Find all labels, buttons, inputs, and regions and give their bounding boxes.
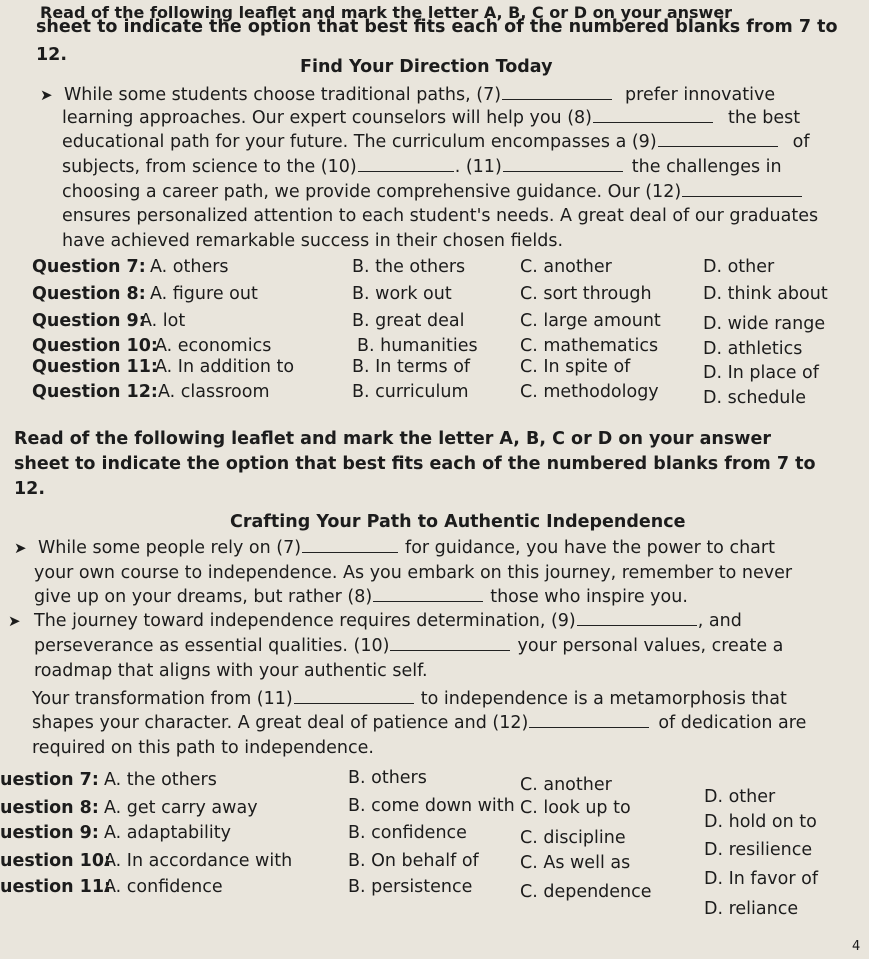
leaflet-2-p3-line-2: shapes your character. A great deal of patience and (12) of dedication are <box>32 713 807 733</box>
option-c: C. another <box>520 775 612 795</box>
option-b: B. In terms of <box>352 357 471 377</box>
option-c: C. As well as <box>520 853 631 873</box>
bullet-arrow-icon: ➤ <box>8 612 21 630</box>
instruction-2-line-1: Read of the following leaflet and mark the letter A, B, C or D on your answer <box>14 429 771 449</box>
question-label: uestion 8: <box>0 798 99 818</box>
option-d: D. resilience <box>704 840 813 860</box>
leaflet-1-line-7: have achieved remarkable success in their chosen fields. <box>62 231 564 251</box>
leaflet-1-title: Find Your Direction Today <box>300 57 553 77</box>
leaflet-2-p2-line-2: perseverance as essential qualities. (10) your personal values, create a <box>34 636 784 656</box>
leaflet-1-line-6: ensures personalized attention to each student's needs. A great deal of our graduates <box>62 206 819 226</box>
leaflet-2-p3-line-1: Your transformation from (11) to independence is a metamorphosis that <box>32 689 787 709</box>
leaflet-2-title: Crafting Your Path to Authentic Independence <box>230 512 686 532</box>
leaflet-2-p1-line-3: give up on your dreams, but rather (8) those who inspire you. <box>34 587 688 607</box>
option-a: A. the others <box>104 770 217 790</box>
instruction-2-line-3: 12. <box>14 479 46 499</box>
question-label: uestion 9: <box>0 823 99 843</box>
page-number: 4 <box>852 939 861 954</box>
leaflet-2-p3-line-3: required on this path to independence. <box>32 738 374 758</box>
option-b: B. persistence <box>348 877 473 897</box>
option-c: C. sort through <box>520 284 652 304</box>
option-d: D. reliance <box>704 899 799 919</box>
option-d: D. athletics <box>703 339 803 359</box>
option-d: D. In favor of <box>704 869 818 889</box>
instruction-line-3: 12. <box>36 45 68 65</box>
option-a: A. figure out <box>150 284 258 304</box>
option-d: D. In place of <box>703 363 819 383</box>
option-c: C. methodology <box>520 382 659 402</box>
question-label: uestion 11: <box>0 877 112 897</box>
leaflet-1-line-5: choosing a career path, we provide comprehensive guidance. Our (12) <box>62 181 803 203</box>
leaflet-1-line-4: subjects, from science to the (10) . (11) the challenges in <box>62 157 782 177</box>
bullet-arrow-icon: ➤ <box>14 539 27 557</box>
option-d: D. hold on to <box>704 812 817 832</box>
question-label: Question 10: <box>32 336 158 356</box>
instruction-line-1: Read of the following leaflet and mark the letter A, B, C or D on your answer <box>40 3 733 22</box>
option-b: B. curriculum <box>352 382 469 402</box>
option-c: C. another <box>520 257 612 277</box>
option-b: B. On behalf of <box>348 851 479 871</box>
option-a: A. get carry away <box>104 798 258 818</box>
question-label: Question 11: <box>32 357 158 377</box>
option-c: C. discipline <box>520 828 626 848</box>
option-a: A. economics <box>155 336 272 356</box>
option-d: D. other <box>703 257 775 277</box>
option-a: A. confidence <box>104 877 223 897</box>
option-b: B. others <box>348 768 427 788</box>
leaflet-1-line-3: educational path for your future. The curriculum encompasses a (9) of <box>62 132 810 152</box>
option-a: A. lot <box>140 311 186 331</box>
option-a: A. classroom <box>158 382 270 402</box>
option-d: D. other <box>704 787 776 807</box>
option-c: C. look up to <box>520 798 631 818</box>
option-c: C. large amount <box>520 311 661 331</box>
option-d: D. wide range <box>703 314 826 334</box>
option-d: D. schedule <box>703 388 807 408</box>
question-label: uestion 10: <box>0 851 112 871</box>
option-a: A. others <box>150 257 229 277</box>
instruction-line-2: sheet to indicate the option that best fits each of the numbered blanks from 7 to <box>36 17 838 37</box>
question-label: Question 8: <box>32 284 146 304</box>
question-label: Question 9: <box>32 311 146 331</box>
option-a: A. In addition to <box>155 357 295 377</box>
option-c: C. mathematics <box>520 336 659 356</box>
option-b: B. come down with <box>348 796 515 816</box>
leaflet-1-line-2: learning approaches. Our expert counselors will help you (8) the best <box>62 108 801 128</box>
leaflet-2-p1-line-1: While some people rely on (7) for guidance, you have the power to chart <box>38 538 775 558</box>
bullet-arrow-icon: ➤ <box>40 86 53 104</box>
question-label: Question 12: <box>32 382 158 402</box>
leaflet-2-p2-line-3: roadmap that aligns with your authentic self. <box>34 661 428 681</box>
option-c: C. In spite of <box>520 357 631 377</box>
option-b: B. the others <box>352 257 466 277</box>
option-d: D. think about <box>703 284 828 304</box>
option-b: B. great deal <box>352 311 465 331</box>
instruction-2-line-2: sheet to indicate the option that best fits each of the numbered blanks from 7 to <box>14 454 816 474</box>
question-label: Question 7: <box>32 257 146 277</box>
question-label: uestion 7: <box>0 770 99 790</box>
leaflet-2-p2-line-1: The journey toward independence requires determination, (9) , and <box>34 611 742 631</box>
option-b: B. work out <box>352 284 452 304</box>
leaflet-2-p1-line-2: your own course to independence. As you embark on this journey, remember to never <box>34 563 793 583</box>
leaflet-1-line-1: While some students choose traditional paths, (7) prefer innovative <box>64 85 776 105</box>
option-b: B. humanities <box>357 336 478 356</box>
option-b: B. confidence <box>348 823 467 843</box>
option-a: A. adaptability <box>104 823 231 843</box>
option-c: C. dependence <box>520 882 652 902</box>
option-a: A. In accordance with <box>104 851 293 871</box>
